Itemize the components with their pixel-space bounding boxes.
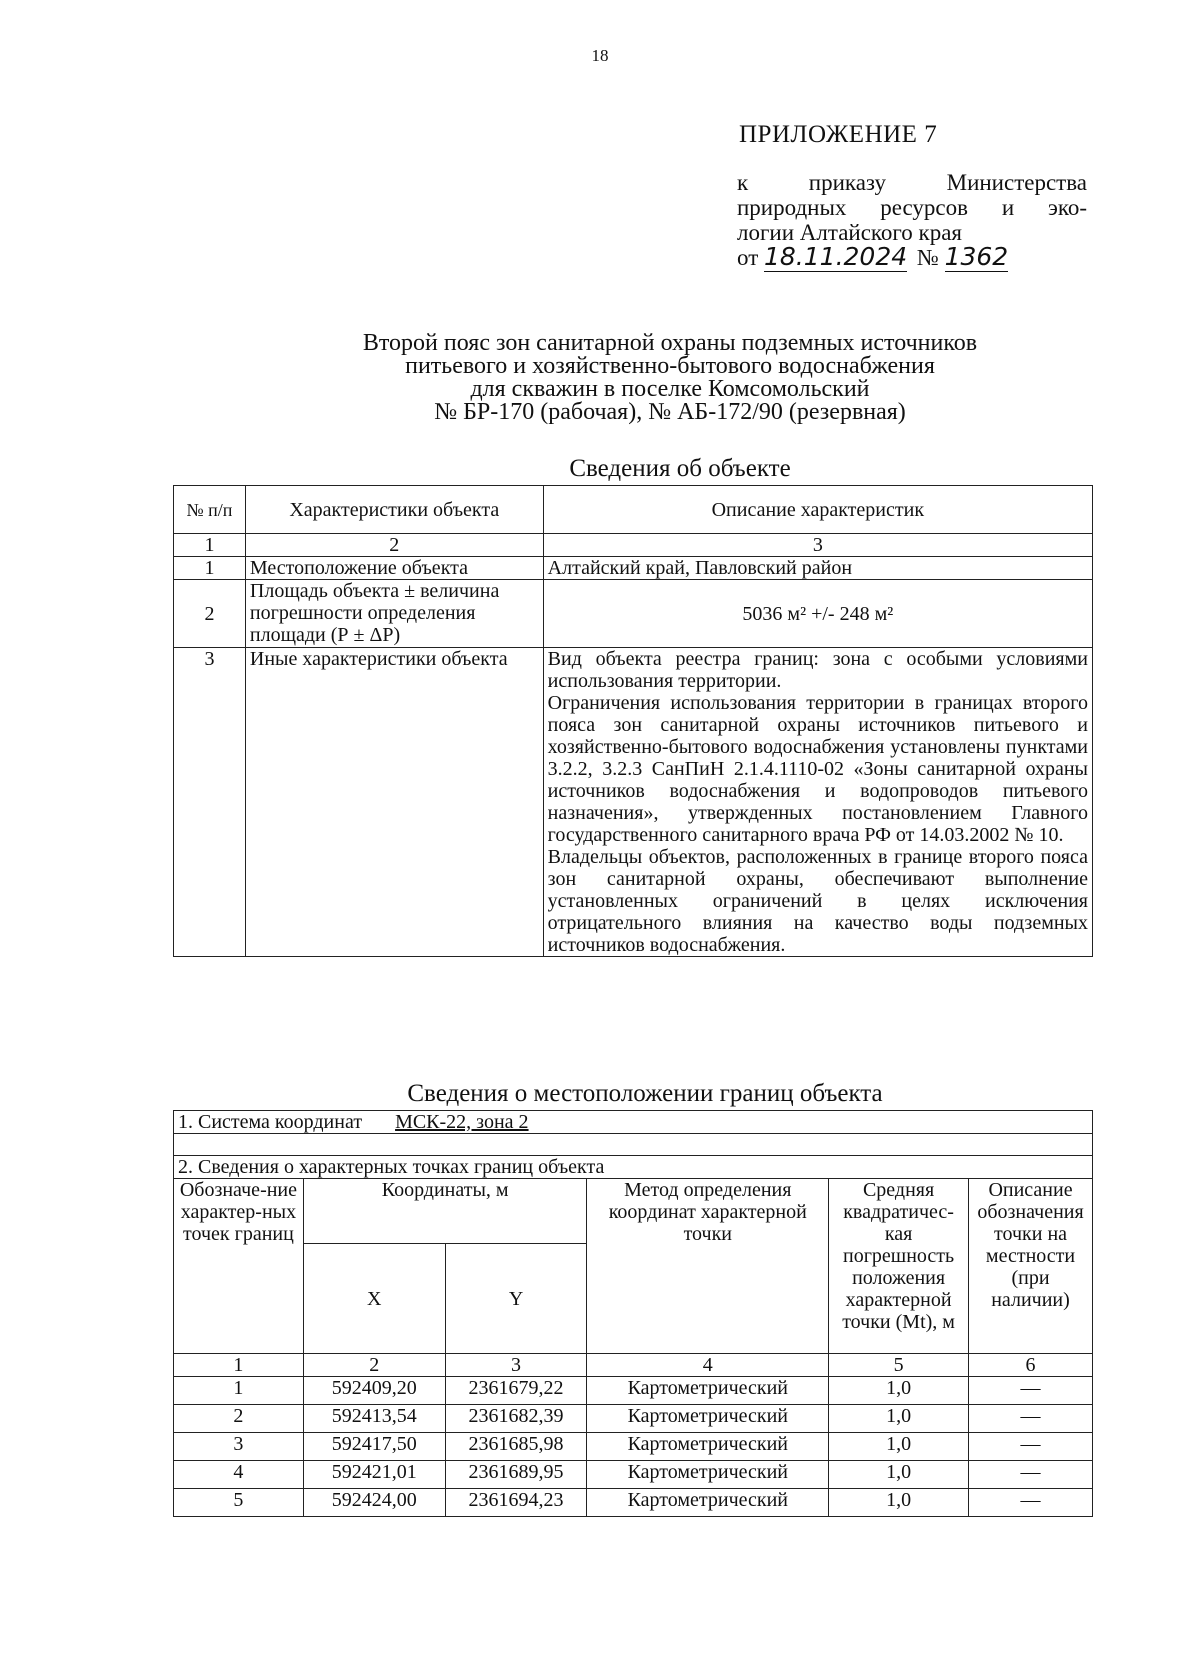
row-name: Иные характеристики объекта xyxy=(245,648,543,957)
col-number-1: 1 xyxy=(174,1354,304,1377)
order-line-1: к приказу Министерства xyxy=(737,170,1087,195)
row-desc xyxy=(543,648,1092,957)
header-designation: Обозначе-ние характер-ных точек границ xyxy=(174,1179,304,1354)
location-info-caption: Сведения о местоположении границ объекта xyxy=(407,1080,883,1107)
header-method: Метод определения координат характерной точки xyxy=(587,1179,829,1354)
order-number-handwritten: 1362 xyxy=(944,242,1009,271)
header-number: № п/п xyxy=(174,486,246,534)
point-id: 2 xyxy=(174,1405,304,1433)
header-coords: Координаты, м xyxy=(303,1179,587,1244)
col-number-5: 5 xyxy=(829,1354,969,1377)
table-row xyxy=(174,1489,1093,1517)
point-method: Картометрический xyxy=(587,1461,829,1489)
empty-row xyxy=(174,1134,1093,1156)
points-label-row: 2. Сведения о характерных точках границ объекта xyxy=(174,1156,1093,1179)
point-y: 2361685,98 xyxy=(445,1433,587,1461)
row-number: 3 xyxy=(174,648,246,957)
point-id: 4 xyxy=(174,1461,304,1489)
coord-system-value: МСК-22, зона 2 xyxy=(395,1111,529,1133)
page-number: 18 xyxy=(591,46,609,65)
point-y: 2361694,23 xyxy=(445,1489,587,1517)
title-line-3: для скважин в поселке Комсомольский xyxy=(470,376,870,402)
header-description: Описание характеристик xyxy=(543,486,1092,534)
object-info-table xyxy=(173,485,1093,957)
coord-system-label: 1. Система координат xyxy=(178,1111,363,1133)
point-id: 1 xyxy=(174,1377,304,1405)
location-info-table xyxy=(173,1110,1093,1517)
header-y: Y xyxy=(445,1244,587,1354)
row-number: 2 xyxy=(174,580,246,648)
point-desc: — xyxy=(969,1433,1093,1461)
order-number-label: № xyxy=(916,245,939,270)
header-error: Средняя квадратичес-кая погрешность положения характерной точки (Mt), м xyxy=(829,1179,969,1354)
point-id: 3 xyxy=(174,1433,304,1461)
table-row xyxy=(174,1405,1093,1433)
point-method: Картометрический xyxy=(587,1405,829,1433)
point-mt: 1,0 xyxy=(829,1433,969,1461)
point-method: Картометрический xyxy=(587,1489,829,1517)
col-number-3: 3 xyxy=(445,1354,587,1377)
row-desc: 5036 м² +/- 248 м² xyxy=(543,580,1092,648)
desc-paragraph-3: Владельцы объектов, расположенных в границе второго пояса зон санитарной охраны, обеспечивают выполнение установленных ограничений в целях исключения отрицательного влияния на качество воды подземных источников водоснабжения. xyxy=(547,846,1088,956)
table-row xyxy=(174,557,1093,580)
row-name: Местоположение объекта xyxy=(245,557,543,580)
row-desc: Алтайский край, Павловский район xyxy=(543,557,1092,580)
row-number: 1 xyxy=(174,557,246,580)
appendix-heading: ПРИЛОЖЕНИЕ 7 xyxy=(739,121,938,148)
col-number-4: 4 xyxy=(587,1354,829,1377)
desc-paragraph-1: Вид объекта реестра границ: зона с особыми условиями использования территории. xyxy=(547,648,1088,692)
row-name: Площадь объекта ± величина погрешности определения площади (Р ± ΔР) xyxy=(245,580,543,648)
col-number-3: 3 xyxy=(543,534,1092,557)
point-mt: 1,0 xyxy=(829,1461,969,1489)
table-row xyxy=(174,1377,1093,1405)
point-desc: — xyxy=(969,1377,1093,1405)
col-number-2: 2 xyxy=(245,534,543,557)
point-x: 592424,00 xyxy=(303,1489,445,1517)
order-from-label: от xyxy=(737,245,759,270)
point-method: Картометрический xyxy=(587,1433,829,1461)
table-row xyxy=(174,580,1093,648)
point-id: 5 xyxy=(174,1489,304,1517)
title-line-1: Второй пояс зон санитарной охраны подземных источников xyxy=(362,330,978,356)
col-number-1: 1 xyxy=(174,534,246,557)
point-desc: — xyxy=(969,1489,1093,1517)
title-line-4: № БР-170 (рабочая), № АБ-172/90 (резервная) xyxy=(434,399,906,425)
coord-system-row xyxy=(174,1111,1093,1134)
point-desc: — xyxy=(969,1461,1093,1489)
order-date-handwritten: 18.11.2024 xyxy=(764,242,908,271)
header-characteristics: Характеристики объекта xyxy=(245,486,543,534)
document-title xyxy=(240,332,1100,424)
point-x: 592421,01 xyxy=(303,1461,445,1489)
point-mt: 1,0 xyxy=(829,1405,969,1433)
point-mt: 1,0 xyxy=(829,1489,969,1517)
point-y: 2361689,95 xyxy=(445,1461,587,1489)
point-x: 592413,54 xyxy=(303,1405,445,1433)
order-line-2: природных ресурсов и эко- xyxy=(737,195,1087,220)
col-number-2: 2 xyxy=(303,1354,445,1377)
point-method: Картометрический xyxy=(587,1377,829,1405)
desc-paragraph-2: Ограничения использования территории в границах второго пояса зон санитарной охраны источников питьевого и хозяйственно-бытового водоснабжения установлены пунктами 3.2.2, 3.2.3 СанПиН 2.1.4.1110-02 «Зоны санитарной охраны источников водоснабжения и водопроводов питьевого назначения», утвержденных постановлением Главного государственного санитарного врача РФ от 14.03.2002 № 10. xyxy=(547,692,1088,846)
point-y: 2361682,39 xyxy=(445,1405,587,1433)
order-line-3: логии Алтайского края xyxy=(737,220,963,245)
col-number-6: 6 xyxy=(969,1354,1093,1377)
point-y: 2361679,22 xyxy=(445,1377,587,1405)
order-reference xyxy=(737,170,1087,270)
point-mt: 1,0 xyxy=(829,1377,969,1405)
order-date-line xyxy=(737,242,1087,271)
table-row xyxy=(174,1433,1093,1461)
table-row xyxy=(174,1461,1093,1489)
object-info-caption: Сведения об объекте xyxy=(569,455,791,482)
point-x: 592409,20 xyxy=(303,1377,445,1405)
title-line-2: питьевого и хозяйственно-бытового водоснабжения xyxy=(405,353,935,379)
header-x: X xyxy=(303,1244,445,1354)
header-point-description: Описание обозначения точки на местности (при наличии) xyxy=(969,1179,1093,1354)
point-x: 592417,50 xyxy=(303,1433,445,1461)
table-row xyxy=(174,648,1093,957)
point-desc: — xyxy=(969,1405,1093,1433)
